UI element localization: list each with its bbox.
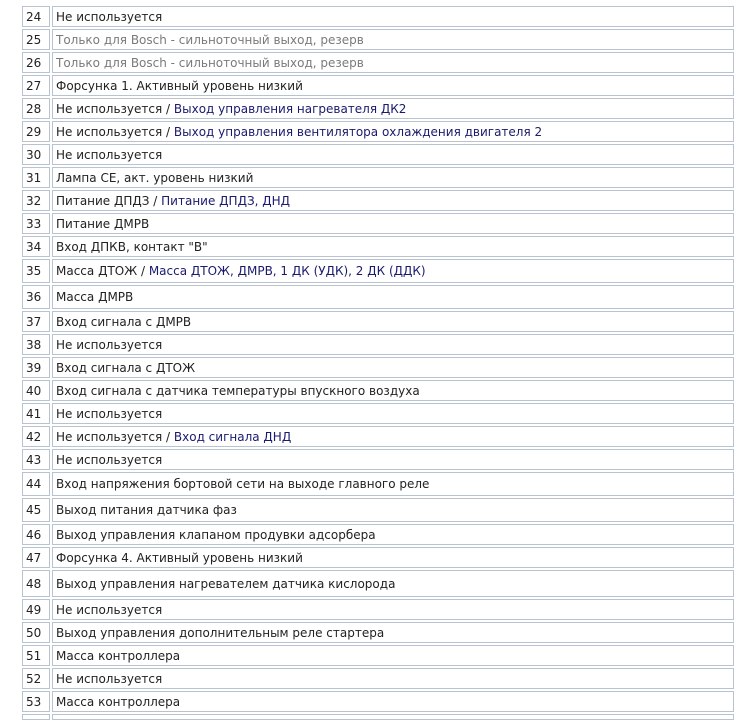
pin-number: 47 xyxy=(22,547,50,568)
pin-function: Не используется xyxy=(56,406,163,421)
table-row xyxy=(22,547,734,568)
pin-number: 40 xyxy=(22,380,50,401)
pin-number: 50 xyxy=(22,622,50,643)
pin-function: Не используется xyxy=(56,101,163,116)
pin-description xyxy=(52,599,734,620)
pin-function-alt: Масса ДТОЖ, ДМРВ, 1 ДК (УДК), 2 ДК (ДДК) xyxy=(148,264,426,278)
pin-number: 38 xyxy=(22,334,50,355)
pin-number: 25 xyxy=(22,29,50,50)
pin-description xyxy=(52,144,734,165)
pin-function: Не используется xyxy=(56,429,163,444)
pin-function: Масса ДМРВ xyxy=(56,290,134,304)
table-row xyxy=(22,236,734,257)
table-row xyxy=(22,167,734,188)
pin-number: 41 xyxy=(22,403,50,424)
pin-description xyxy=(52,334,734,355)
pin-description xyxy=(52,622,734,643)
pin-function-alt: Выход управления вентилятора охлаждения двигателя 2 xyxy=(173,124,543,139)
pin-number: 29 xyxy=(22,121,50,142)
pin-function: Выход управления нагревателем датчика кислорода xyxy=(56,576,396,591)
pin-number: 35 xyxy=(22,259,50,283)
pin-number: 46 xyxy=(22,524,50,545)
pin-description xyxy=(52,98,734,119)
pin-function: Не используется xyxy=(56,671,163,686)
pin-number: 26 xyxy=(22,52,50,73)
table-row xyxy=(22,144,734,165)
table-row xyxy=(22,29,734,50)
pin-function: Питание ДМРВ xyxy=(56,216,150,231)
pin-number: 45 xyxy=(22,498,50,522)
table-row xyxy=(22,426,734,447)
pin-function-alt: Выход управления нагревателя ДК2 xyxy=(173,101,407,116)
pin-description xyxy=(52,547,734,568)
pin-number: 28 xyxy=(22,98,50,119)
pin-function: Не используется xyxy=(56,147,163,162)
pin-description xyxy=(52,570,734,597)
table-row xyxy=(22,403,734,424)
table-row xyxy=(22,75,734,96)
pin-number: 36 xyxy=(22,285,50,309)
pin-description xyxy=(52,472,734,496)
pin-number: 31 xyxy=(22,167,50,188)
pin-table xyxy=(20,4,736,722)
pin-function: Вход ДПКВ, контакт "В" xyxy=(56,239,208,254)
table-row xyxy=(22,498,734,522)
pin-description xyxy=(52,121,734,142)
pin-description xyxy=(52,380,734,401)
pin-function-alt: Питание ДПДЗ, ДНД xyxy=(161,193,291,208)
pin-number: 53 xyxy=(22,691,50,712)
pin-function: Питание ДПДЗ xyxy=(56,193,150,208)
pin-number: 49 xyxy=(22,599,50,620)
pin-description xyxy=(52,285,734,309)
pin-description xyxy=(52,691,734,712)
pin-function: Форсунка 1. Активный уровень низкий xyxy=(56,78,303,93)
table-row xyxy=(22,98,734,119)
pin-function: Форсунка 4. Активный уровень низкий xyxy=(56,550,303,565)
pin-function: Не используется xyxy=(56,124,163,139)
pin-function: Масса контроллера xyxy=(56,648,181,663)
pin-description xyxy=(52,190,734,211)
table-row xyxy=(22,645,734,666)
table-row xyxy=(22,121,734,142)
pin-function: Вход напряжения бортовой сети на выходе главного реле xyxy=(56,477,430,491)
function-separator: / xyxy=(149,193,162,208)
pin-description xyxy=(52,524,734,545)
pin-description xyxy=(52,167,734,188)
function-separator: / xyxy=(162,124,174,139)
pin-function: Масса контроллера xyxy=(56,694,181,709)
table-row xyxy=(22,524,734,545)
table-row xyxy=(22,668,734,689)
pin-function: Вход сигнала с ДТОЖ xyxy=(56,360,196,375)
pin-function: Только для Bosch - сильноточный выход, резерв xyxy=(56,32,364,47)
pin-number: 37 xyxy=(22,311,50,332)
pin-description xyxy=(52,403,734,424)
pin-function: Выход питания датчика фаз xyxy=(56,503,237,517)
pin-description xyxy=(52,6,734,27)
pin-number: 27 xyxy=(22,75,50,96)
pin-description xyxy=(52,213,734,234)
pin-number: 33 xyxy=(22,213,50,234)
table-row xyxy=(22,285,734,309)
pin-number: 52 xyxy=(22,668,50,689)
table-row xyxy=(22,622,734,643)
pin-function: Не используется xyxy=(56,602,163,617)
table-row xyxy=(22,311,734,332)
pin-number: 44 xyxy=(22,472,50,496)
pin-description-empty xyxy=(52,714,734,720)
pin-description xyxy=(52,426,734,447)
pin-function-alt: Вход сигнала ДНД xyxy=(173,429,292,444)
table-row xyxy=(22,380,734,401)
pin-number: 42 xyxy=(22,426,50,447)
pin-number: 30 xyxy=(22,144,50,165)
table-row xyxy=(22,691,734,712)
pin-number: 32 xyxy=(22,190,50,211)
function-separator: / xyxy=(162,101,174,116)
pin-description xyxy=(52,645,734,666)
pin-description xyxy=(52,259,734,283)
table-row xyxy=(22,190,734,211)
pin-description xyxy=(52,449,734,470)
pin-number: 34 xyxy=(22,236,50,257)
pin-description xyxy=(52,75,734,96)
function-separator: / xyxy=(137,264,149,278)
table-row xyxy=(22,449,734,470)
function-separator: / xyxy=(162,429,174,444)
pin-function: Не используется xyxy=(56,452,163,467)
pin-function: Не используется xyxy=(56,337,163,352)
pin-number: 51 xyxy=(22,645,50,666)
pin-number-empty xyxy=(22,714,50,720)
table-row-partial xyxy=(22,714,734,720)
pin-number: 48 xyxy=(22,570,50,597)
pin-function: Вход сигнала с ДМРВ xyxy=(56,314,192,329)
table-row xyxy=(22,472,734,496)
pin-description xyxy=(52,668,734,689)
pin-function: Выход управления дополнительным реле стартера xyxy=(56,625,385,640)
pin-description xyxy=(52,29,734,50)
pin-description xyxy=(52,236,734,257)
table-row xyxy=(22,334,734,355)
table-row xyxy=(22,357,734,378)
pin-function: Не используется xyxy=(56,9,163,24)
table-row xyxy=(22,259,734,283)
table-row xyxy=(22,213,734,234)
table-row xyxy=(22,6,734,27)
pin-function: Масса ДТОЖ xyxy=(56,264,138,278)
pin-number: 43 xyxy=(22,449,50,470)
table-row xyxy=(22,570,734,597)
pin-function: Лампа СЕ, акт. уровень низкий xyxy=(56,170,254,185)
pin-function: Выход управления клапаном продувки адсорбера xyxy=(56,527,376,542)
pin-description xyxy=(52,357,734,378)
table-row xyxy=(22,52,734,73)
pin-number: 24 xyxy=(22,6,50,27)
pin-description xyxy=(52,52,734,73)
pin-function: Только для Bosch - сильноточный выход, резерв xyxy=(56,55,364,70)
pin-function: Вход сигнала с датчика температуры впускного воздуха xyxy=(56,383,420,398)
pin-number: 39 xyxy=(22,357,50,378)
pin-description xyxy=(52,498,734,522)
table-row xyxy=(22,599,734,620)
pin-description xyxy=(52,311,734,332)
